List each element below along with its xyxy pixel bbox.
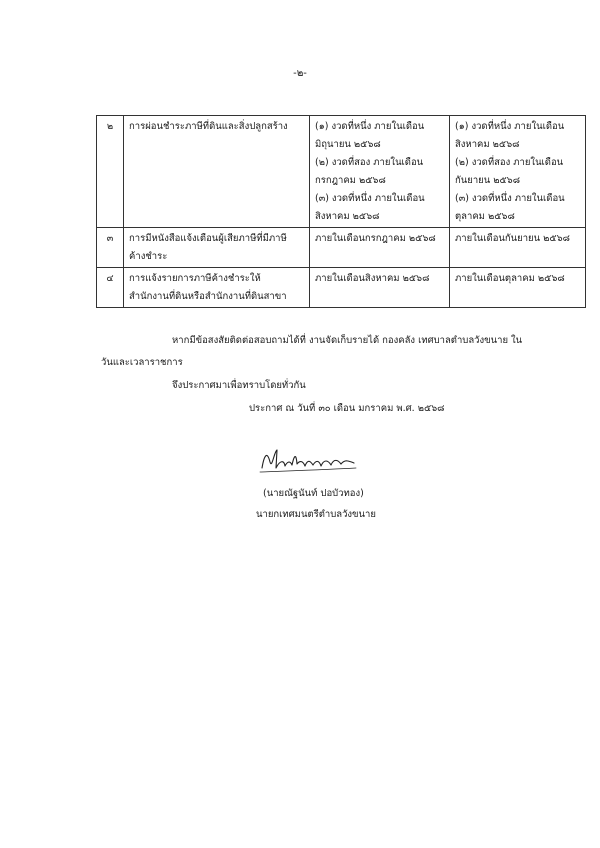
row-item (124, 268, 310, 308)
signatory-title: นายกเทศมนตรีตำบลวังขนาย (256, 509, 376, 520)
contact-paragraph-line2: วันและเวลาราชการ (101, 357, 183, 368)
notice-paragraph: จึงประกาศมาเพื่อทราบโดยทั่วกัน (172, 380, 306, 391)
cell-line: สิงหาคม ๒๕๖๘ (315, 211, 380, 222)
row-item-line: การแจ้งรายการภาษีค้างชำระให้ (129, 273, 261, 284)
cell-line: ภายในเดือนสิงหาคม ๒๕๖๘ (315, 273, 430, 284)
table-row (97, 228, 586, 268)
cell-line: (๓) งวดที่หนึ่ง ภายในเดือน (315, 193, 425, 204)
row-item-line: สำนักงานที่ดินหรือสำนักงานที่ดินสาขา (129, 291, 287, 302)
cell-line: ภายในเดือนตุลาคม ๒๕๖๘ (455, 273, 565, 284)
cell-line: ภายในเดือนกันยายน ๒๕๖๘ (455, 233, 570, 244)
schedule-table (96, 115, 586, 308)
cell-line: กันยายน ๒๕๖๘ (455, 175, 521, 186)
row-item (124, 228, 310, 268)
cell-line: ภายในเดือนกรกฎาคม ๒๕๖๘ (315, 233, 436, 244)
contact-paragraph-line1: หากมีข้อสงสัยติดต่อสอบถามได้ที่ งานจัดเก็บรายได้ กองคลัง เทศบาลตำบลวังขนาย ใน (172, 335, 523, 346)
row-number: ๔ (97, 268, 124, 308)
row-item-line: ค้างชำระ (129, 251, 168, 262)
cell-line: (๒) งวดที่สอง ภายในเดือน (315, 157, 424, 168)
signatory-name: (นายณัฐนันท์ ปอบัวทอง) (263, 488, 364, 499)
row-deadline-col3 (450, 228, 586, 268)
row-item (124, 116, 310, 228)
announcement-date: ประกาศ ณ วันที่ ๓๐ เดือน มกราคม พ.ศ. ๒๕๖๘ (249, 403, 445, 414)
row-deadline-col3 (450, 116, 586, 228)
row-item-line: การผ่อนชำระภาษีที่ดินและสิ่งปลูกสร้าง (129, 121, 288, 132)
row-deadline-col2 (310, 116, 450, 228)
table-row (97, 268, 586, 308)
cell-line: (๑) งวดที่หนึ่ง ภายในเดือน (455, 121, 565, 132)
cell-line: (๓) งวดที่หนึ่ง ภายในเดือน (455, 193, 565, 204)
row-deadline-col3 (450, 268, 586, 308)
cell-line: สิงหาคม ๒๕๖๘ (455, 139, 520, 150)
row-deadline-col2 (310, 268, 450, 308)
row-deadline-col2 (310, 228, 450, 268)
cell-line: (๑) งวดที่หนึ่ง ภายในเดือน (315, 121, 425, 132)
row-item-line: การมีหนังสือแจ้งเตือนผู้เสียภาษีที่มีภาษี (129, 233, 287, 244)
row-number: ๒ (97, 116, 124, 228)
cell-line: ตุลาคม ๒๕๖๘ (455, 211, 515, 222)
cell-line: กรกฎาคม ๒๕๖๘ (315, 175, 386, 186)
row-number: ๓ (97, 228, 124, 268)
signature-image (258, 442, 358, 478)
cell-line: (๒) งวดที่สอง ภายในเดือน (455, 157, 564, 168)
cell-line: มิถุนายน ๒๕๖๘ (315, 139, 381, 150)
page-number: -๒- (293, 68, 307, 79)
table-row (97, 116, 586, 228)
